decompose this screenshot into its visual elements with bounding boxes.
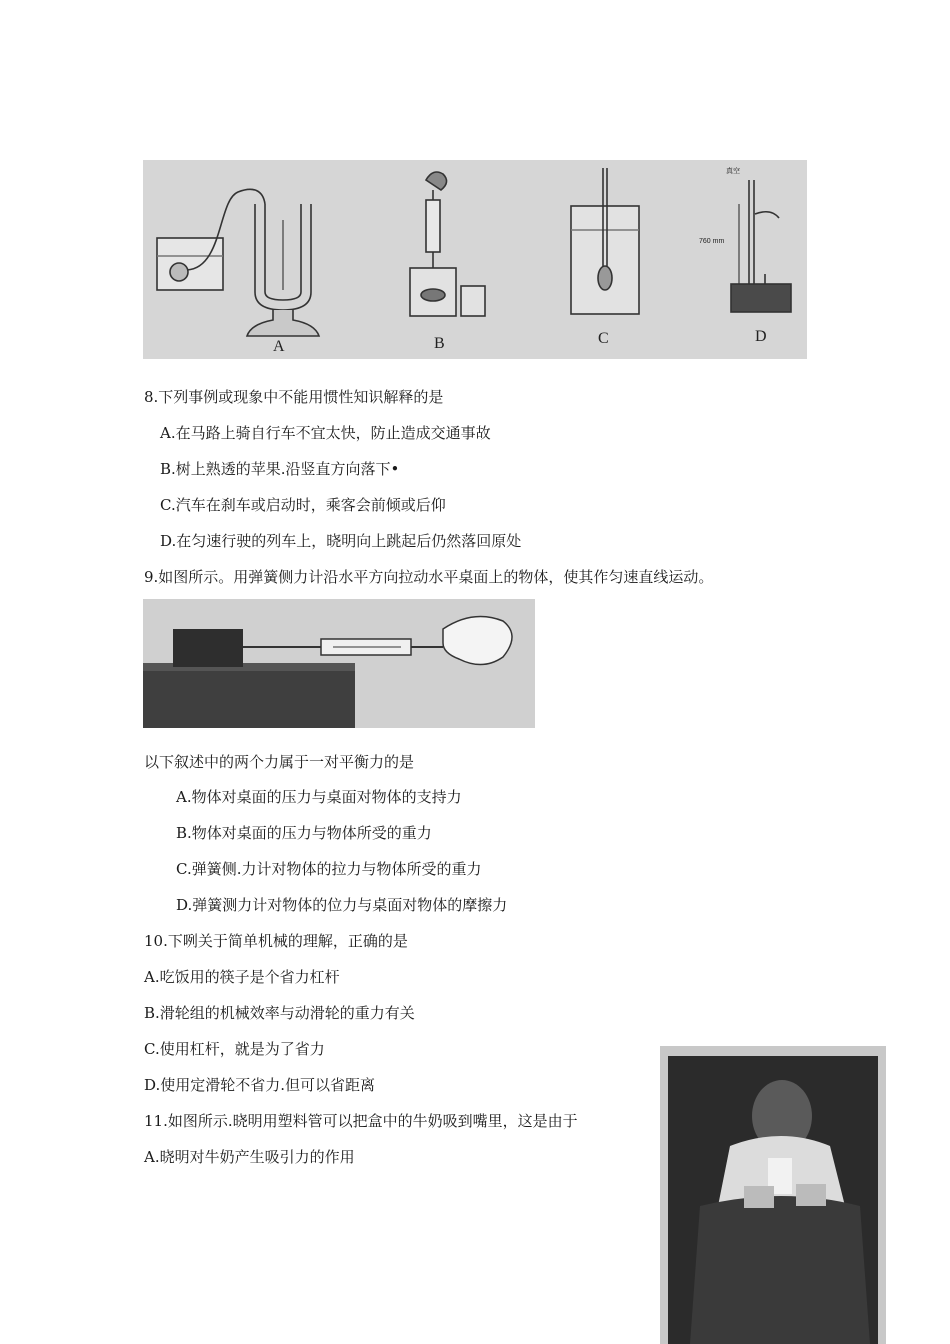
q10-option-a: A.吃饭用的筷子是个省力杠杆	[144, 968, 340, 986]
q9-option-a: A.物体对桌面的压力与桌面对物体的支持力	[176, 788, 462, 806]
q10-option-b: B.滑轮组的机械效率与动滑轮的重力有关	[144, 1004, 415, 1022]
d-top-label: 真空	[726, 168, 740, 175]
label-d: D	[755, 328, 767, 345]
q9-substem: 以下叙述中的两个力属于一对平衡力的是	[144, 753, 415, 771]
q11-stem: 11.如图所示.晓明用塑料管可以把盒中的牛奶吸到嘴里，这是由于	[144, 1112, 578, 1130]
q8-stem: 8.下列事例或现象中不能用惯性知识解释的是	[144, 388, 444, 406]
q9-option-c: C.弹簧侧.力计对物体的拉力与物体所受的重力	[176, 860, 482, 878]
label-b: B	[434, 335, 445, 352]
label-a: A	[273, 338, 285, 355]
experiment-figure-abcd	[143, 160, 807, 359]
q9-option-b: B.物体对桌面的压力与物体所受的重力	[176, 824, 432, 842]
q8-option-c: C.汽车在刹车或启动时，乘客会前倾或后仰	[160, 496, 446, 514]
q10-option-d: D.使用定滑轮不省力.但可以省距离	[144, 1076, 376, 1094]
q11-option-a: A.晓明对牛奶产生吸引力的作用	[144, 1148, 355, 1166]
spring-scale-drawing	[143, 599, 535, 728]
q8-option-a: A.在马路上骑自行车不宜太快，防止造成交通事故	[160, 424, 491, 442]
d-760mm-label: 760 mm	[699, 238, 725, 245]
spring-scale-figure	[143, 599, 535, 728]
q9-stem: 9.如图所示。用弹簧侧力计沿水平方向拉动水平桌面上的物体，使其作匀速直线运动。	[144, 568, 714, 586]
milk-straw-photo-drawing	[660, 1046, 886, 1344]
experiment-figure-drawing	[143, 160, 807, 359]
q8-option-b: B.树上熟透的苹果.沿竖直方向落下•	[160, 460, 400, 478]
q10-option-c: C.使用杠杆，就是为了省力	[144, 1040, 325, 1058]
label-c: C	[598, 330, 609, 347]
q9-option-d: D.弹簧测力计对物体的位力与桌面对物体的摩擦力	[176, 896, 508, 914]
q8-option-d: D.在匀速行驶的列车上，晓明向上跳起后仍然落回原处	[160, 532, 522, 550]
milk-straw-photo	[660, 1046, 886, 1344]
q10-stem: 10.下咧关于简单机械的理解，正确的是	[144, 932, 408, 950]
